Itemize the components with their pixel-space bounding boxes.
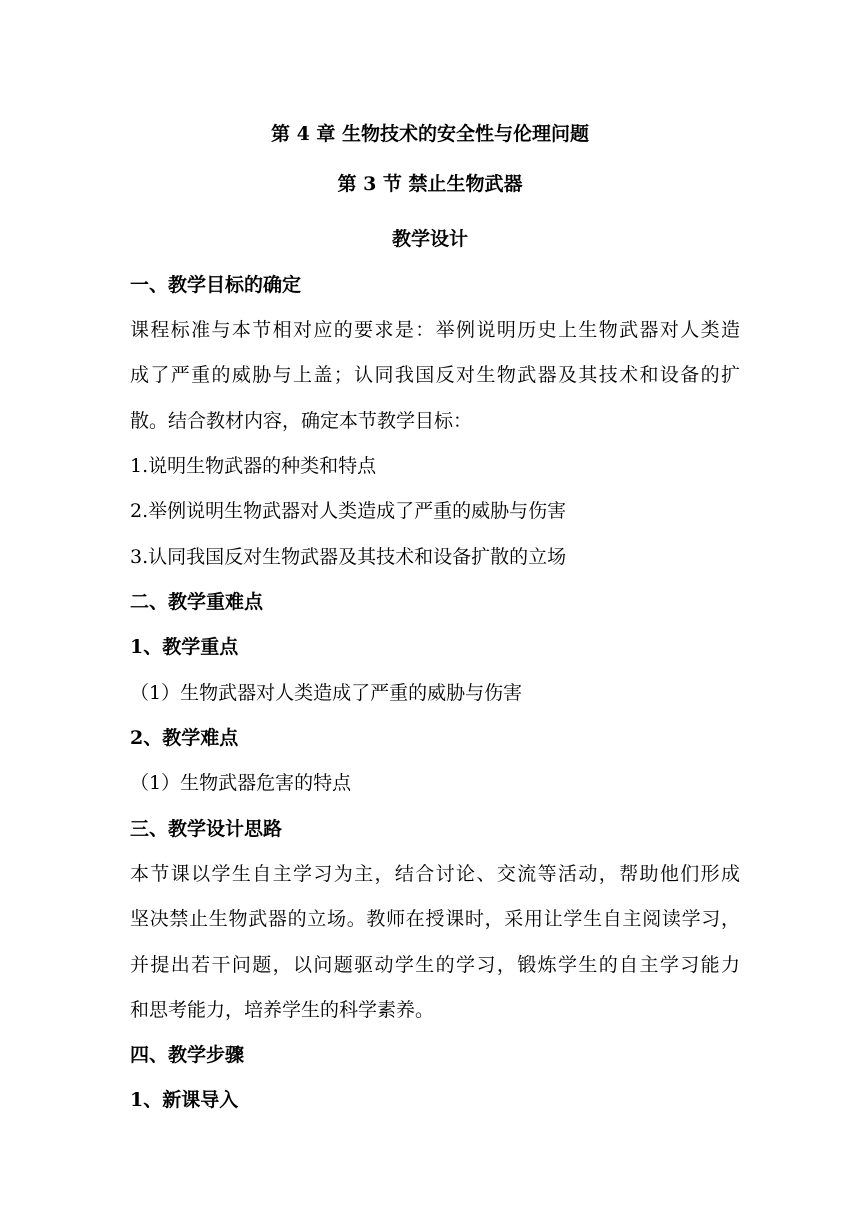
objective-item-2: 2.举例说明生物武器对人类造成了严重的威胁与伤害 <box>130 500 567 522</box>
design-approach-line-3: 并提出若干问题，以问题驱动学生的学习，锻炼学生的自主学习能力 <box>130 954 740 976</box>
design-approach-line-1: 本节课以学生自主学习为主，结合讨论、交流等活动，帮助他们形成 <box>130 863 740 885</box>
heading-teaching-objectives: 一、教学目标的确定 <box>130 274 302 296</box>
objectives-intro-line-2: 成了严重的威胁与上盖；认同我国反对生物武器及其技术和设备的扩 <box>130 364 740 386</box>
difficult-point-item: （1）生物武器危害的特点 <box>130 772 352 794</box>
heading-key-and-difficult-points: 二、教学重难点 <box>130 591 264 613</box>
heading-design-approach: 三、教学设计思路 <box>130 818 283 840</box>
objective-item-1: 1.说明生物武器的种类和特点 <box>130 455 377 477</box>
design-approach-line-2: 坚决禁止生物武器的立场。教师在授课时，采用让学生自主阅读学习， <box>130 908 740 930</box>
key-point-item: （1）生物武器对人类造成了严重的威胁与伤害 <box>130 682 523 704</box>
objective-item-3: 3.认同我国反对生物武器及其技术和设备扩散的立场 <box>130 546 567 568</box>
subheading-key-points: 1、教学重点 <box>130 636 239 658</box>
subheading-new-lesson-intro: 1、新课导入 <box>130 1089 239 1111</box>
objectives-intro-line-1: 课程标准与本节相对应的要求是：举例说明历史上生物武器对人类造 <box>130 319 740 341</box>
objectives-intro-line-3: 散。结合教材内容，确定本节教学目标： <box>130 410 473 432</box>
document-type-title: 教学设计 <box>391 228 468 250</box>
section-title: 第 3 节 禁止生物武器 <box>337 173 523 195</box>
design-approach-line-4: 和思考能力，培养学生的科学素养。 <box>130 999 435 1021</box>
heading-teaching-steps: 四、教学步骤 <box>130 1044 245 1066</box>
subheading-difficult-points: 2、教学难点 <box>130 727 239 749</box>
chapter-title: 第 4 章 生物技术的安全性与伦理问题 <box>270 123 590 145</box>
